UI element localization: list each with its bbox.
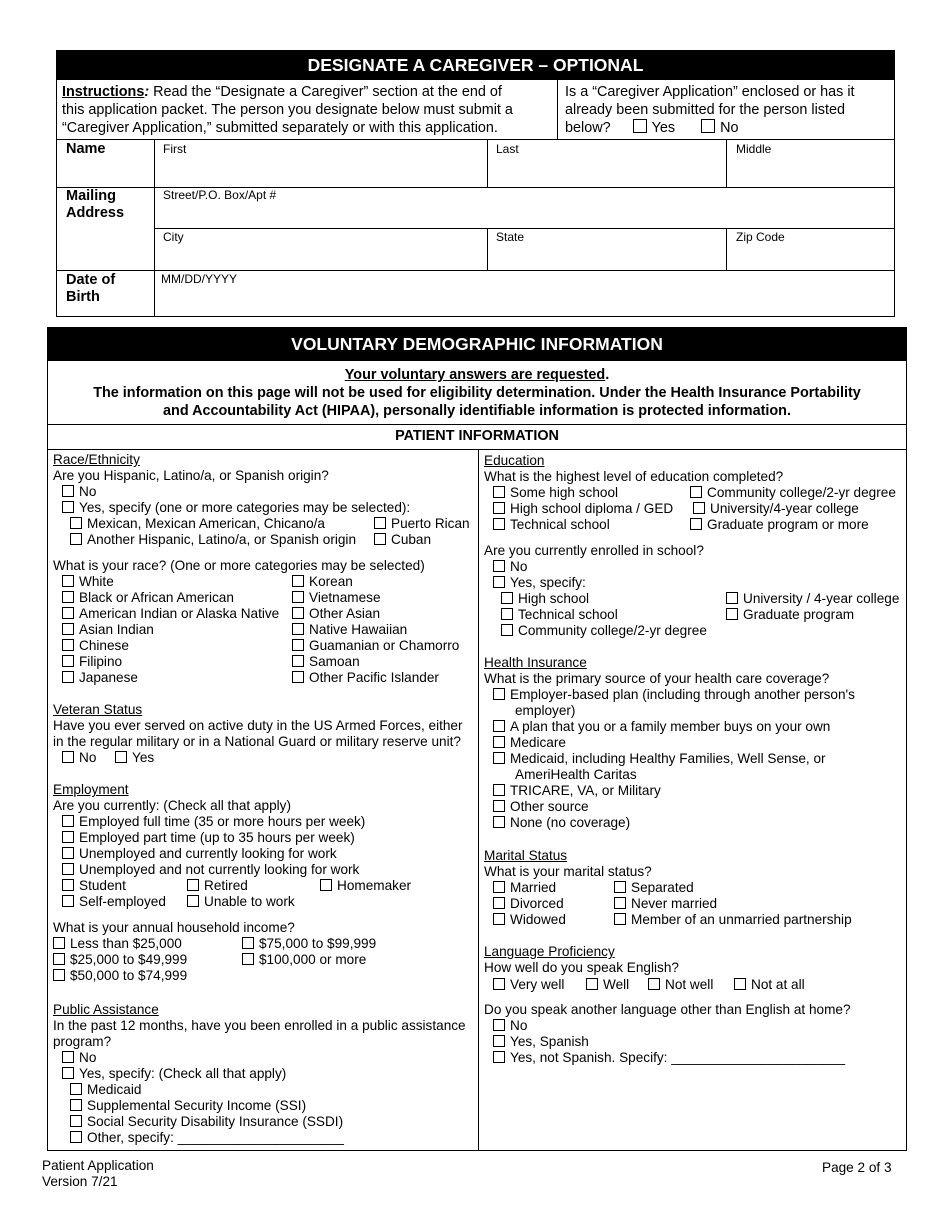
race-option[interactable]: Black or African American bbox=[62, 590, 234, 606]
employment-question: Are you currently: (Check all that apply) bbox=[53, 798, 291, 813]
city-field[interactable]: City bbox=[163, 230, 184, 244]
checkbox[interactable] bbox=[62, 863, 74, 875]
checkbox[interactable] bbox=[493, 800, 505, 812]
employment-heading: Employment bbox=[53, 782, 129, 797]
education-option[interactable]: University/4-year college bbox=[693, 501, 859, 517]
checkbox[interactable] bbox=[292, 591, 304, 603]
checkbox[interactable] bbox=[614, 913, 626, 925]
caregiver-application-question: Is a “Caregiver Application” enclosed or has it already been submitted for the person listed below? Yes No bbox=[565, 84, 855, 136]
marital-status-heading: Marital Status bbox=[484, 848, 568, 863]
checkbox[interactable] bbox=[292, 575, 304, 587]
checkbox[interactable] bbox=[493, 1035, 505, 1047]
income-option[interactable]: $100,000 or more bbox=[242, 952, 366, 968]
income-question: What is your annual household income? bbox=[53, 920, 295, 935]
public-assistance-heading: Public Assistance bbox=[53, 1002, 159, 1017]
race-option[interactable]: Japanese bbox=[62, 670, 138, 686]
hispanic-puerto-rican-option[interactable]: Puerto Rican bbox=[374, 516, 470, 532]
checkbox[interactable] bbox=[187, 879, 199, 891]
other-language-question: Do you speak another language other than English at home? bbox=[484, 1002, 851, 1017]
public-ssi-option[interactable]: Supplemental Security Income (SSI) bbox=[70, 1098, 306, 1114]
checkbox[interactable] bbox=[62, 847, 74, 859]
checkbox[interactable] bbox=[493, 1019, 505, 1031]
checkbox[interactable] bbox=[292, 623, 304, 635]
marital-option[interactable]: Never married bbox=[614, 896, 717, 912]
checkbox[interactable] bbox=[501, 608, 513, 620]
insurance-option[interactable]: Employer-based plan (including through another person's bbox=[493, 687, 855, 703]
name-label: Name bbox=[66, 141, 106, 157]
language-option[interactable]: Not well bbox=[648, 977, 713, 993]
first-name-field[interactable]: First bbox=[163, 142, 187, 156]
health-insurance-heading: Health Insurance bbox=[484, 655, 587, 670]
checkbox[interactable] bbox=[53, 937, 65, 949]
employment-option[interactable]: Unable to work bbox=[187, 894, 295, 910]
veteran-no-option[interactable]: No bbox=[62, 750, 96, 766]
mailing-address-label: Mailing Address bbox=[66, 188, 125, 221]
income-option[interactable]: Less than $25,000 bbox=[53, 936, 182, 952]
checkbox[interactable] bbox=[493, 688, 505, 700]
checkbox[interactable] bbox=[493, 816, 505, 828]
enrolled-no-option[interactable]: No bbox=[493, 559, 527, 575]
employment-option[interactable]: Unemployed and currently looking for work bbox=[62, 846, 337, 862]
education-option[interactable]: High school diploma / GED bbox=[493, 501, 673, 517]
checkbox[interactable] bbox=[586, 978, 598, 990]
employment-option[interactable]: Homemaker bbox=[320, 878, 411, 894]
education-option[interactable]: Some high school bbox=[493, 485, 618, 501]
veteran-question-line1: Have you ever served on active duty in the US Armed Forces, either bbox=[53, 718, 463, 733]
enrolled-option[interactable]: High school bbox=[501, 591, 589, 607]
checkbox[interactable] bbox=[493, 752, 505, 764]
checkbox[interactable] bbox=[62, 671, 74, 683]
checkbox[interactable] bbox=[292, 639, 304, 651]
insurance-option[interactable]: Medicaid, including Healthy Families, Well Sense, or bbox=[493, 751, 826, 767]
footer-version: Version 7/21 bbox=[42, 1174, 118, 1189]
race-option[interactable]: Filipino bbox=[62, 654, 122, 670]
checkbox[interactable] bbox=[62, 1051, 74, 1063]
marital-option[interactable]: Married bbox=[493, 880, 556, 896]
caregiver-no-checkbox[interactable] bbox=[701, 119, 715, 133]
checkbox[interactable] bbox=[62, 591, 74, 603]
footer-page-number: Page 2 of 3 bbox=[822, 1160, 892, 1175]
enrolled-yes-option[interactable]: Yes, specify: bbox=[493, 575, 586, 591]
checkbox[interactable] bbox=[374, 533, 386, 545]
checkbox[interactable] bbox=[62, 607, 74, 619]
race-option[interactable]: White bbox=[62, 574, 114, 590]
date-of-birth-label: Date of Birth bbox=[66, 272, 116, 305]
checkbox[interactable] bbox=[501, 592, 513, 604]
insurance-option[interactable]: TRICARE, VA, or Military bbox=[493, 783, 661, 799]
checkbox[interactable] bbox=[62, 575, 74, 587]
checkbox[interactable] bbox=[62, 485, 74, 497]
state-field[interactable]: State bbox=[496, 230, 525, 244]
public-question-line2: program? bbox=[53, 1034, 112, 1049]
education-option[interactable]: Graduate program or more bbox=[690, 517, 869, 533]
race-option[interactable]: Native Hawaiian bbox=[292, 622, 407, 638]
insurance-option-continued: AmeriHealth Caritas bbox=[515, 767, 637, 782]
language-proficiency-heading: Language Proficiency bbox=[484, 944, 615, 959]
race-option[interactable]: Asian Indian bbox=[62, 622, 154, 638]
hispanic-yes-option[interactable]: Yes, specify (one or more categories may be selected): bbox=[62, 500, 410, 516]
race-option[interactable]: Chinese bbox=[62, 638, 129, 654]
demographic-header: VOLUNTARY DEMOGRAPHIC INFORMATION bbox=[47, 327, 907, 361]
patient-information-heading: PATIENT INFORMATION bbox=[395, 428, 559, 444]
veteran-yes-option[interactable]: Yes bbox=[115, 750, 154, 766]
employment-option[interactable]: Retired bbox=[187, 878, 248, 894]
public-no-option[interactable]: No bbox=[62, 1050, 96, 1066]
checkbox[interactable] bbox=[493, 784, 505, 796]
education-option[interactable]: Community college/2-yr degree bbox=[690, 485, 896, 501]
public-question-line1: In the past 12 months, have you been enrolled in a public assistance bbox=[53, 1018, 466, 1033]
checkbox[interactable] bbox=[614, 881, 626, 893]
education-question: What is the highest level of education completed? bbox=[484, 469, 784, 484]
hispanic-question: Are you Hispanic, Latino/a, or Spanish origin? bbox=[53, 468, 329, 483]
checkbox[interactable] bbox=[493, 576, 505, 588]
checkbox[interactable] bbox=[493, 897, 505, 909]
hispanic-cuban-option[interactable]: Cuban bbox=[374, 532, 431, 548]
checkbox[interactable] bbox=[726, 592, 738, 604]
checkbox[interactable] bbox=[734, 978, 746, 990]
marital-option[interactable]: Divorced bbox=[493, 896, 564, 912]
zip-code-field[interactable]: Zip Code bbox=[736, 230, 785, 244]
marital-option[interactable]: Member of an unmarried partnership bbox=[614, 912, 852, 928]
checkbox[interactable] bbox=[320, 879, 332, 891]
veteran-question-line2: in the regular military or in a National Guard or military reserve unit? bbox=[53, 734, 461, 749]
footer-application-name: Patient Application bbox=[42, 1158, 154, 1173]
checkbox[interactable] bbox=[493, 881, 505, 893]
date-of-birth-field[interactable]: MM/DD/YYYY bbox=[161, 272, 238, 286]
public-yes-option[interactable]: Yes, specify: (Check all that apply) bbox=[62, 1066, 286, 1082]
insurance-question: What is the primary source of your health care coverage? bbox=[484, 671, 830, 686]
caregiver-yes-checkbox[interactable] bbox=[633, 119, 647, 133]
checkbox[interactable] bbox=[374, 517, 386, 529]
income-option[interactable]: $75,000 to $99,999 bbox=[242, 936, 376, 952]
race-option[interactable]: Korean bbox=[292, 574, 353, 590]
race-option[interactable]: American Indian or Alaska Native bbox=[62, 606, 279, 622]
public-ssdi-option[interactable]: Social Security Disability Insurance (SSDI) bbox=[70, 1114, 343, 1130]
education-option[interactable]: Technical school bbox=[493, 517, 610, 533]
checkbox[interactable] bbox=[62, 623, 74, 635]
marital-question: What is your marital status? bbox=[484, 864, 652, 879]
street-field[interactable]: Street/P.O. Box/Apt # bbox=[163, 188, 277, 202]
enrolled-option[interactable]: Community college/2-yr degree bbox=[501, 623, 707, 639]
checkbox[interactable] bbox=[70, 1083, 82, 1095]
hispanic-another-option[interactable]: Another Hispanic, Latino/a, or Spanish origin bbox=[70, 532, 356, 548]
last-name-field[interactable]: Last bbox=[496, 142, 519, 156]
employment-option[interactable]: Self-employed bbox=[62, 894, 166, 910]
checkbox[interactable] bbox=[62, 655, 74, 667]
checkbox[interactable] bbox=[493, 736, 505, 748]
checkbox[interactable] bbox=[53, 969, 65, 981]
checkbox[interactable] bbox=[690, 518, 702, 530]
education-heading: Education bbox=[484, 453, 545, 468]
language-question: How well do you speak English? bbox=[484, 960, 679, 975]
employment-option[interactable]: Employed part time (up to 35 hours per week) bbox=[62, 830, 355, 846]
caregiver-header: DESIGNATE A CAREGIVER – OPTIONAL bbox=[56, 50, 895, 80]
insurance-option-continued: employer) bbox=[515, 703, 576, 718]
checkbox[interactable] bbox=[242, 937, 254, 949]
marital-option[interactable]: Widowed bbox=[493, 912, 566, 928]
race-question: What is your race? (One or more categories may be selected) bbox=[53, 558, 425, 573]
checkbox[interactable] bbox=[53, 953, 65, 965]
middle-name-field[interactable]: Middle bbox=[736, 142, 772, 156]
marital-option[interactable]: Separated bbox=[614, 880, 694, 896]
language-option[interactable]: Well bbox=[586, 977, 629, 993]
checkbox[interactable] bbox=[493, 913, 505, 925]
checkbox[interactable] bbox=[62, 815, 74, 827]
checkbox[interactable] bbox=[70, 1115, 82, 1127]
checkbox[interactable] bbox=[70, 1131, 82, 1143]
checkbox[interactable] bbox=[690, 486, 702, 498]
checkbox[interactable] bbox=[70, 517, 82, 529]
insurance-option[interactable]: None (no coverage) bbox=[493, 815, 630, 831]
checkbox[interactable] bbox=[501, 624, 513, 636]
race-option[interactable]: Guamanian or Chamorro bbox=[292, 638, 459, 654]
checkbox[interactable] bbox=[292, 655, 304, 667]
checkbox[interactable] bbox=[187, 895, 199, 907]
checkbox[interactable] bbox=[70, 1099, 82, 1111]
hispanic-no-option[interactable]: No bbox=[62, 484, 96, 500]
checkbox[interactable] bbox=[62, 501, 74, 513]
other-language-option[interactable]: No bbox=[493, 1018, 527, 1034]
enrolled-option[interactable]: Graduate program bbox=[726, 607, 854, 623]
checkbox[interactable] bbox=[62, 831, 74, 843]
checkbox[interactable] bbox=[693, 502, 705, 514]
other-language-option[interactable]: Yes, not Spanish. Specify: _______________________ bbox=[493, 1050, 845, 1066]
checkbox[interactable] bbox=[493, 486, 505, 498]
caregiver-instructions: Instructions: Read the “Designate a Caregiver” section at the end of this application packet. The person you designate below must submit a “Caregiver Application,” submitted separately or with this application. bbox=[62, 84, 513, 136]
checkbox[interactable] bbox=[614, 897, 626, 909]
checkbox[interactable] bbox=[648, 978, 660, 990]
enrolled-option[interactable]: Technical school bbox=[501, 607, 618, 623]
race-ethnicity-heading: Race/Ethnicity bbox=[53, 452, 140, 467]
language-option[interactable]: Not at all bbox=[734, 977, 805, 993]
checkbox[interactable] bbox=[62, 879, 74, 891]
checkbox[interactable] bbox=[493, 502, 505, 514]
insurance-option[interactable]: A plan that you or a family member buys on your own bbox=[493, 719, 830, 735]
checkbox[interactable] bbox=[493, 560, 505, 572]
race-option[interactable]: Samoan bbox=[292, 654, 360, 670]
language-option[interactable]: Very well bbox=[493, 977, 564, 993]
race-option[interactable]: Vietnamese bbox=[292, 590, 381, 606]
checkbox[interactable] bbox=[493, 720, 505, 732]
public-other-option[interactable]: Other, specify: ______________________ bbox=[70, 1130, 344, 1146]
checkbox[interactable] bbox=[292, 671, 304, 683]
checkbox[interactable] bbox=[242, 953, 254, 965]
checkbox[interactable] bbox=[62, 639, 74, 651]
voluntary-notice: Your voluntary answers are requested. The information on this page will not be used for eligibility determination. Under the Health Insurance Portability and Accountability Act (HIPAA), personally identifiable information is protected information. bbox=[93, 367, 861, 419]
checkbox[interactable] bbox=[115, 751, 127, 763]
checkbox[interactable] bbox=[493, 518, 505, 530]
other-language-option[interactable]: Yes, Spanish bbox=[493, 1034, 589, 1050]
employment-option[interactable]: Unemployed and not currently looking for work bbox=[62, 862, 359, 878]
checkbox[interactable] bbox=[62, 895, 74, 907]
enrolled-question: Are you currently enrolled in school? bbox=[484, 543, 704, 558]
checkbox[interactable] bbox=[292, 607, 304, 619]
employment-option[interactable]: Student bbox=[62, 878, 126, 894]
checkbox[interactable] bbox=[70, 533, 82, 545]
employment-option[interactable]: Employed full time (35 or more hours per week) bbox=[62, 814, 365, 830]
checkbox[interactable] bbox=[726, 608, 738, 620]
checkbox[interactable] bbox=[493, 1051, 505, 1063]
checkbox[interactable] bbox=[62, 751, 74, 763]
income-option[interactable]: $50,000 to $74,999 bbox=[53, 968, 187, 984]
insurance-option[interactable]: Other source bbox=[493, 799, 589, 815]
enrolled-option[interactable]: University / 4-year college bbox=[726, 591, 899, 607]
checkbox[interactable] bbox=[62, 1067, 74, 1079]
race-option[interactable]: Other Pacific Islander bbox=[292, 670, 439, 686]
veteran-status-heading: Veteran Status bbox=[53, 702, 143, 717]
hispanic-mexican-option[interactable]: Mexican, Mexican American, Chicano/a bbox=[70, 516, 325, 532]
race-option[interactable]: Other Asian bbox=[292, 606, 380, 622]
income-option[interactable]: $25,000 to $49,999 bbox=[53, 952, 187, 968]
public-medicaid-option[interactable]: Medicaid bbox=[70, 1082, 141, 1098]
insurance-option[interactable]: Medicare bbox=[493, 735, 566, 751]
checkbox[interactable] bbox=[493, 978, 505, 990]
